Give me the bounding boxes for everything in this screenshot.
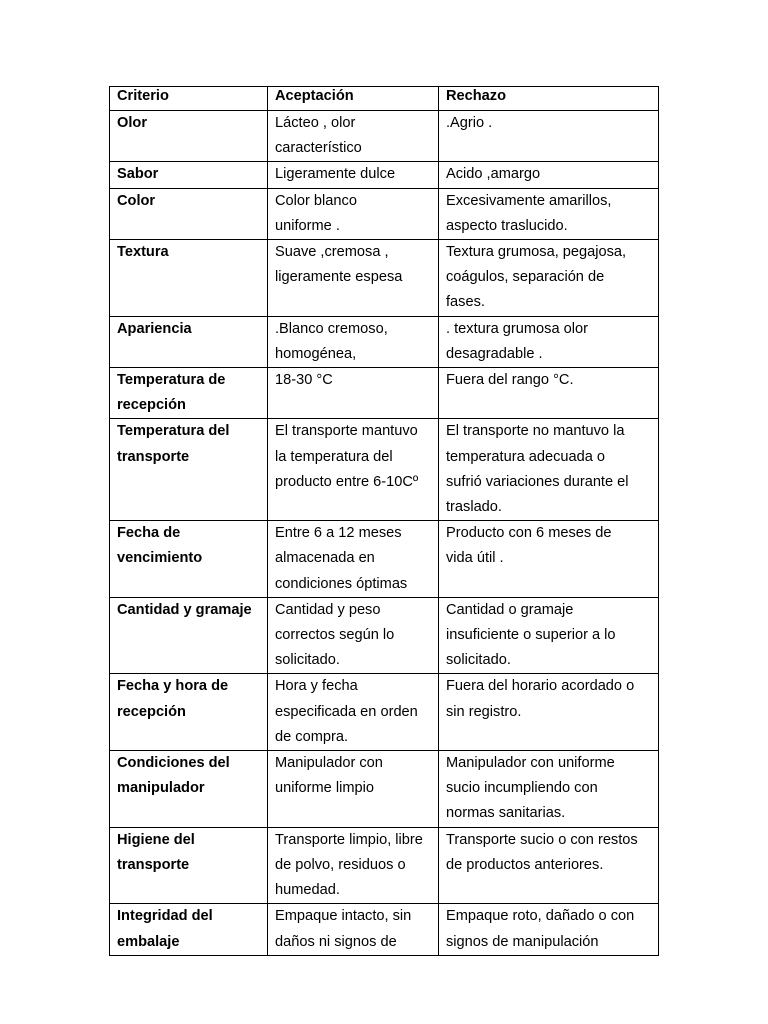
- table-row: [110, 751, 659, 828]
- aceptacion-cell: Entre 6 a 12 meses almacenada en condiciones óptimas: [268, 521, 439, 598]
- aceptacion-cell: Ligeramente dulce: [268, 162, 439, 188]
- table-row: [110, 368, 659, 419]
- criterio-cell: Condiciones del manipulador: [110, 751, 268, 828]
- criterio-cell: Color: [110, 188, 268, 239]
- aceptacion-cell: Hora y fecha especificada en orden de compra.: [268, 674, 439, 751]
- rechazo-cell: Excesivamente amarillos, aspecto traslucido.: [439, 188, 659, 239]
- criterio-cell: Fecha y hora de recepción: [110, 674, 268, 751]
- aceptacion-cell: Color blanco uniforme .: [268, 188, 439, 239]
- criterio-cell: Temperatura del transporte: [110, 419, 268, 521]
- criterio-cell: Fecha de vencimiento: [110, 521, 268, 598]
- rechazo-cell: . textura grumosa olor desagradable .: [439, 316, 659, 367]
- rechazo-cell: Fuera del horario acordado o sin registro.: [439, 674, 659, 751]
- table-row: [110, 162, 659, 188]
- aceptacion-cell: El transporte mantuvo la temperatura del producto entre 6-10Cº: [268, 419, 439, 521]
- table-row: [110, 419, 659, 521]
- table-row: [110, 188, 659, 239]
- table-row: [110, 597, 659, 674]
- table-row: [110, 240, 659, 317]
- aceptacion-cell: Empaque intacto, sin daños ni signos de: [268, 904, 439, 955]
- criterio-cell: Higiene del transporte: [110, 827, 268, 904]
- rechazo-cell: .Agrio .: [439, 111, 659, 162]
- criterio-cell: Sabor: [110, 162, 268, 188]
- rechazo-cell: Cantidad o gramaje insuficiente o superior a lo solicitado.: [439, 597, 659, 674]
- rechazo-cell: Transporte sucio o con restos de productos anteriores.: [439, 827, 659, 904]
- aceptacion-cell: Transporte limpio, libre de polvo, residuos o humedad.: [268, 827, 439, 904]
- aceptacion-cell: .Blanco cremoso, homogénea,: [268, 316, 439, 367]
- aceptacion-cell: Manipulador con uniforme limpio: [268, 751, 439, 828]
- criteria-table: [109, 86, 659, 956]
- table-row: [110, 111, 659, 162]
- header-criterio: Criterio: [110, 87, 268, 111]
- rechazo-cell: Empaque roto, dañado o con signos de manipulación: [439, 904, 659, 955]
- criterio-cell: Apariencia: [110, 316, 268, 367]
- rechazo-cell: Fuera del rango °C.: [439, 368, 659, 419]
- aceptacion-cell: 18-30 °C: [268, 368, 439, 419]
- table-header-row: [110, 87, 659, 111]
- aceptacion-cell: Suave ,cremosa , ligeramente espesa: [268, 240, 439, 317]
- table-row: [110, 674, 659, 751]
- table-row: [110, 521, 659, 598]
- header-aceptacion: Aceptación: [268, 87, 439, 111]
- rechazo-cell: Producto con 6 meses de vida útil .: [439, 521, 659, 598]
- criterio-cell: Textura: [110, 240, 268, 317]
- rechazo-cell: Textura grumosa, pegajosa, coágulos, separación de fases.: [439, 240, 659, 317]
- rechazo-cell: Acido ,amargo: [439, 162, 659, 188]
- criterio-cell: Olor: [110, 111, 268, 162]
- table-row: [110, 827, 659, 904]
- rechazo-cell: Manipulador con uniforme sucio incumpliendo con normas sanitarias.: [439, 751, 659, 828]
- criterio-cell: Temperatura de recepción: [110, 368, 268, 419]
- header-rechazo: Rechazo: [439, 87, 659, 111]
- aceptacion-cell: Lácteo , olor característico: [268, 111, 439, 162]
- table-row: [110, 904, 659, 955]
- aceptacion-cell: Cantidad y peso correctos según lo solicitado.: [268, 597, 439, 674]
- criterio-cell: Integridad del embalaje: [110, 904, 268, 955]
- criterio-cell: Cantidad y gramaje: [110, 597, 268, 674]
- rechazo-cell: El transporte no mantuvo la temperatura adecuada o sufrió variaciones durante el traslado.: [439, 419, 659, 521]
- table-row: [110, 316, 659, 367]
